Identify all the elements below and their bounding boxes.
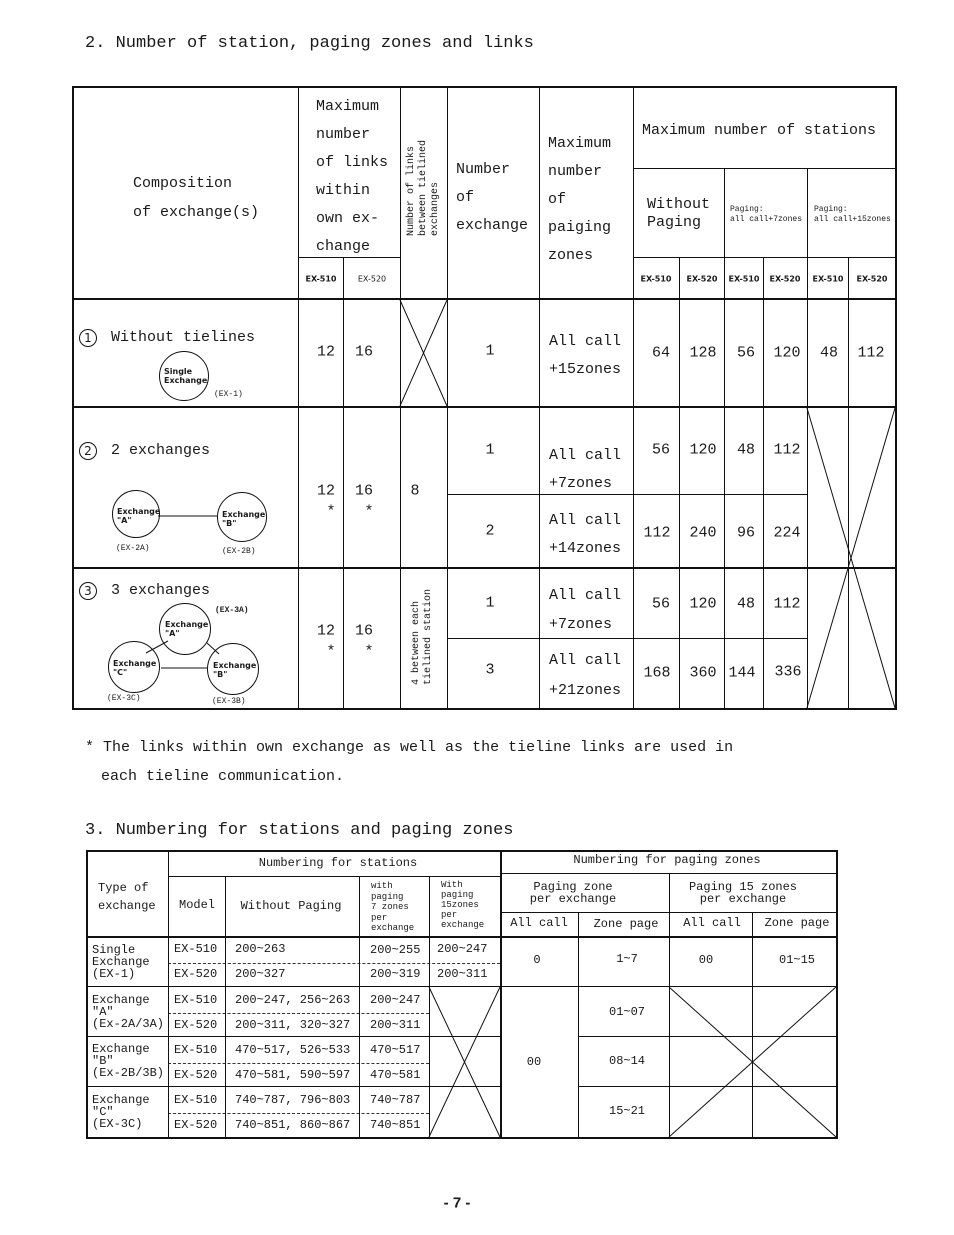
paging-zones: All call +14zones <box>549 512 622 557</box>
links-520: 16 <box>354 482 374 500</box>
page-number: - 7 - <box>443 1194 471 1212</box>
numbering-zones-header: Numbering for paging zones <box>573 853 761 868</box>
ex2a-tag: (EX-2A) <box>116 544 150 553</box>
shared-allcall-cell: 00 <box>526 1055 542 1070</box>
tieline-count: 4 between each tielined station <box>411 588 434 686</box>
footnote-star: * <box>364 503 374 521</box>
stations-value: 224 <box>773 524 801 542</box>
links-520: 16 <box>354 343 374 361</box>
ex1-tag: (EX-1) <box>214 390 243 399</box>
model-cell: EX-510 <box>174 993 218 1007</box>
ex3c-tag: (EX-3C) <box>107 694 141 703</box>
without-paging-cell: 200~263 <box>235 942 286 956</box>
stations-value: 112 <box>773 595 801 613</box>
composition-header: Composition of exchange(s) <box>133 175 260 221</box>
stations-value: 96 <box>736 524 756 542</box>
tieline-links-header: Number of links between tielined exchanges <box>406 139 441 237</box>
section3-heading: 3. Numbering for stations and paging zones <box>85 821 514 840</box>
zonepage-cell: 1~7 <box>616 952 638 967</box>
exchange-count: 1 <box>485 594 495 612</box>
paging15-header: Paging: all call+15zones <box>814 205 891 224</box>
without-paging-header: Without Paging <box>647 196 711 231</box>
zonepage-cell: 01~15 <box>778 953 816 968</box>
zonepage-cell: 15~21 <box>608 1104 646 1119</box>
model-510: EX-510 <box>305 274 337 284</box>
paging7-header: Paging: all call+7zones <box>730 205 803 224</box>
with7-cell: 470~517 <box>370 1043 421 1057</box>
type-cell: Exchange "A" (Ex-2A/3A) <box>92 993 165 1031</box>
model-520: EX-520 <box>686 274 718 284</box>
row3-label: 3 exchanges <box>111 582 211 599</box>
links-520: 16 <box>354 622 374 640</box>
without-paging-cell: 740~851, 860~867 <box>235 1118 351 1132</box>
model-cell: EX-510 <box>174 1043 218 1057</box>
stations-value: 112 <box>773 441 801 459</box>
stations-value: 336 <box>774 663 802 681</box>
model-510: EX-510 <box>728 274 760 284</box>
footnote-star: * <box>364 643 374 661</box>
exchange-a-label: Exchange "A" <box>165 620 209 638</box>
with7-header: with paging 7 zones per exchange <box>371 881 415 933</box>
with15-cell: 200~311 <box>437 967 488 981</box>
without-paging-cell: 200~327 <box>235 967 286 981</box>
stations-value: 144 <box>728 664 756 682</box>
type-header: Type of exchange <box>98 881 156 913</box>
without-paging-cell: 470~517, 526~533 <box>235 1043 351 1057</box>
model-cell: EX-520 <box>174 1068 218 1082</box>
stations-value: 112 <box>857 344 885 362</box>
type-cell: Exchange "C" (EX-3C) <box>92 1093 150 1131</box>
model-520: EX-520 <box>769 274 801 284</box>
model-cell: EX-520 <box>174 1018 218 1032</box>
row-marker-2: 2 <box>79 442 97 460</box>
paging-zones: All call +21zones <box>549 652 622 699</box>
allcall-cell: 0 <box>533 953 541 968</box>
without-paging-cell: 200~311, 320~327 <box>235 1018 351 1032</box>
stations-value: 56 <box>736 344 756 362</box>
max-links-header: Maximum number of links within own ex- change <box>316 98 389 255</box>
with7-cell: 200~247 <box>370 993 421 1007</box>
zonepage-cell: 08~14 <box>608 1054 646 1069</box>
exchange-count: 3 <box>485 661 495 679</box>
stations-value: 360 <box>689 664 717 682</box>
stations-value: 56 <box>651 595 671 613</box>
zonepage-header: Zone page <box>764 916 830 931</box>
exchange-a-label: Exchange "A" <box>117 507 161 525</box>
section2-heading: 2. Number of station, paging zones and links <box>85 34 534 53</box>
with7-cell: 740~851 <box>370 1118 421 1132</box>
model-header: Model <box>178 898 216 913</box>
type-cell: Exchange "B" (Ex-2B/3B) <box>92 1042 165 1080</box>
without-paging-cell: 200~247, 256~263 <box>235 993 351 1007</box>
links-510: 12 <box>316 482 336 500</box>
stations-value: 48 <box>736 441 756 459</box>
stations-value: 56 <box>651 441 671 459</box>
pz7-header: Paging zone per exchange <box>529 880 617 906</box>
without-paging-cell: 470~581, 590~597 <box>235 1068 351 1082</box>
links-510: 12 <box>316 343 336 361</box>
row-marker-1: 1 <box>79 329 97 347</box>
stations-value: 64 <box>651 344 671 362</box>
exchange-b-label: Exchange "B" <box>213 661 257 679</box>
ex3a-tag: (EX-3A) <box>215 606 249 615</box>
model-cell: EX-510 <box>174 942 218 956</box>
zonepage-header: Zone page <box>593 917 659 932</box>
model-cell: EX-520 <box>174 1118 218 1132</box>
row1-label: Without tielines <box>111 329 256 346</box>
with7-cell: 200~319 <box>370 967 421 981</box>
stations-value: 168 <box>643 664 671 682</box>
without-paging-header: Without Paging <box>240 899 342 914</box>
max-stations-header: Maximum number of stations <box>642 122 877 139</box>
single-exchange-label: Single Exchange <box>164 367 208 385</box>
exchange-c-label: Exchange "C" <box>113 659 157 677</box>
stations-value: 48 <box>819 344 839 362</box>
footnote: * The links within own exchange as well as the tieline links are used in each tieline communication. <box>85 739 734 785</box>
ex3b-tag: (EX-3B) <box>212 697 246 706</box>
row2-label: 2 exchanges <box>111 442 211 459</box>
exchange-count: 1 <box>485 342 495 360</box>
links-510: 12 <box>316 622 336 640</box>
allcall-cell: 00 <box>698 953 714 968</box>
with7-cell: 200~311 <box>370 1018 421 1032</box>
zonepage-cell: 01~07 <box>608 1005 646 1020</box>
with15-header: With paging 15zones per exchange <box>441 880 485 930</box>
tieline-count: 8 <box>410 482 420 500</box>
exchange-count: 2 <box>485 522 495 540</box>
without-paging-cell: 740~787, 796~803 <box>235 1093 351 1107</box>
footnote-star: * <box>326 503 336 521</box>
paging-zones: All call +7zones <box>549 447 622 492</box>
pz15-header: Paging 15 zones per exchange <box>688 880 798 906</box>
stations-value: 48 <box>736 595 756 613</box>
exchange-count: 1 <box>485 441 495 459</box>
stations-value: 120 <box>689 595 717 613</box>
with7-cell: 470~581 <box>370 1068 421 1082</box>
model-510: EX-510 <box>812 274 844 284</box>
paging-zones: All call +15zones <box>549 333 622 378</box>
ex2b-tag: (EX-2B) <box>222 547 256 556</box>
footnote-star: * <box>326 643 336 661</box>
stations-value: 128 <box>689 344 717 362</box>
max-paging-header: Maximum number of paiging zones <box>548 135 612 264</box>
exchange-b-label: Exchange "B" <box>222 510 266 528</box>
allcall-header: All call <box>510 916 568 931</box>
row-marker-3: 3 <box>79 582 97 600</box>
type-cell: Single Exchange (EX-1) <box>92 943 150 981</box>
paging-zones: All call +7zones <box>549 587 622 633</box>
model-520: EX-520 <box>357 274 387 284</box>
num-exchange-header: Number of exchange <box>456 161 529 234</box>
numbering-stations-header: Numbering for stations <box>258 856 418 871</box>
stations-value: 112 <box>643 524 671 542</box>
with15-cell: 200~247 <box>437 942 488 956</box>
stations-value: 120 <box>773 344 801 362</box>
model-510: EX-510 <box>640 274 672 284</box>
allcall-header: All call <box>683 916 741 931</box>
stations-value: 120 <box>689 441 717 459</box>
with7-cell: 740~787 <box>370 1093 421 1107</box>
model-520: EX-520 <box>856 274 888 284</box>
stations-value: 240 <box>689 524 717 542</box>
model-cell: EX-510 <box>174 1093 218 1107</box>
model-cell: EX-520 <box>174 967 218 981</box>
with7-cell: 200~255 <box>370 943 421 957</box>
